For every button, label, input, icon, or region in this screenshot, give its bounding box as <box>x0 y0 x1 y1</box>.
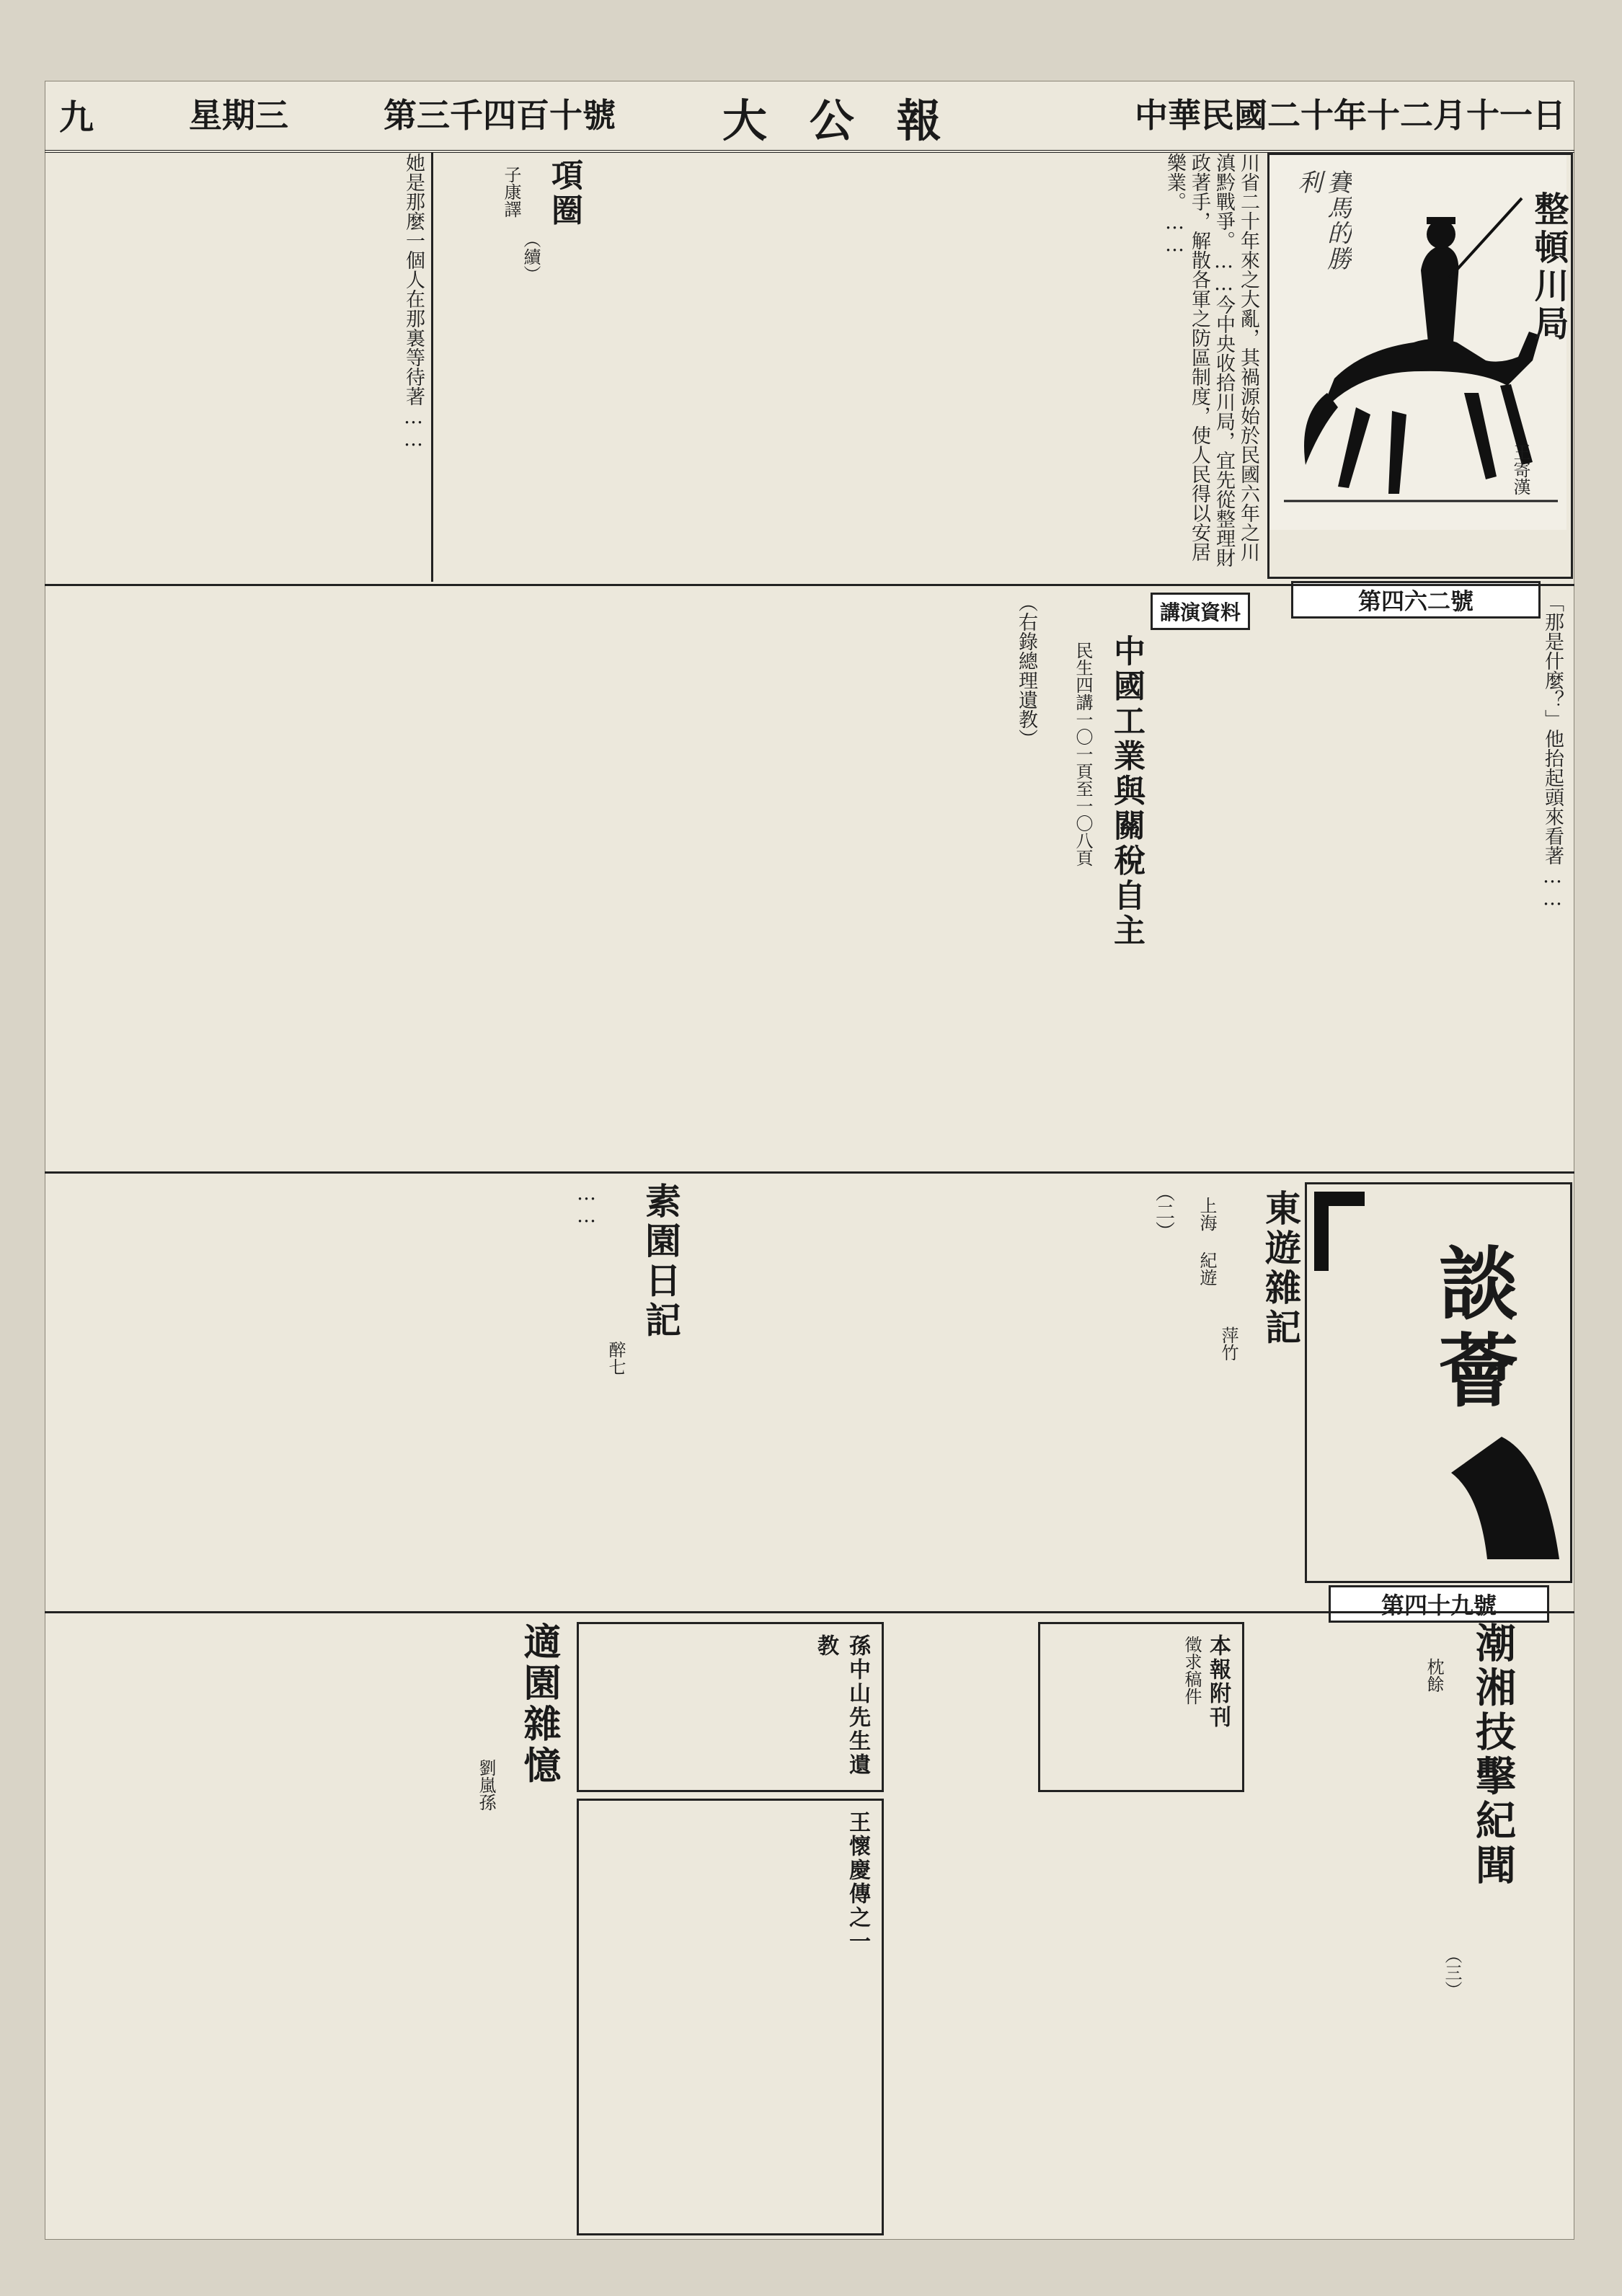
notice-body: 徵求稿件 <box>1182 1636 1202 1705</box>
cartoon-issue-badge: 第四六二號 <box>1291 581 1541 619</box>
item-subtitle: （續） <box>520 231 541 283</box>
shiyuan-author: 劉嵐孫 <box>476 1759 496 1811</box>
date-line: 中華民國二十年十二月十一日 <box>1135 96 1566 135</box>
sungyuan-title: 素園日記 <box>639 1182 681 1341</box>
lecture-source: 民生四講一〇一頁至一〇八頁 <box>1073 642 1093 866</box>
cartoon-title: 整頓川局 <box>1528 191 1569 344</box>
rule-lower-section <box>45 1611 1574 1613</box>
cartoon-box <box>1267 153 1573 615</box>
tantou-ornament <box>1307 1184 1566 1577</box>
item-body: 她是那麼一個人在那裏等待著…… <box>402 153 425 451</box>
notice-title: 本報附刊 <box>1205 1634 1231 1729</box>
small-box-b-title: 王懷慶傳之一 <box>845 1811 870 1954</box>
mid-story-body: 「那是什麼？」他抬起頭來看著…… <box>1541 593 1564 910</box>
shiyuan-body <box>50 1622 461 2228</box>
editorial-body: 川省二十年來之大亂，其禍源始於民國六年之川滇黔戰爭。……今中央收拾川局，宜先從整理財政著手，解散各軍之防區制度，使人民得以安居樂業。…… <box>1164 153 1259 567</box>
item-author: 子康譯 <box>501 166 521 218</box>
lecture-title: 中國工業與關稅自主 <box>1108 634 1145 949</box>
rule-top-section <box>45 584 1574 586</box>
tantou-title: 談薈 <box>1426 1242 1519 1417</box>
shiyuan-title: 適園雜憶 <box>517 1622 560 1787</box>
east-travel-body: （二） <box>1152 1182 1174 1241</box>
small-box-a-title: 孫中山先生遺教 <box>813 1634 870 1777</box>
tantou-issue-badge: 第四十九號 <box>1329 1585 1549 1623</box>
chaozhou-body <box>1254 1622 1420 2228</box>
east-travel-author: 萍竹 <box>1218 1326 1238 1361</box>
item-title: 項圈 <box>546 159 582 229</box>
lecture-banner: 講演資料 <box>1151 593 1250 630</box>
issue-line: 第三千四百十號 <box>384 96 616 135</box>
cartoon-artist: 王寄漢 <box>1510 443 1530 495</box>
weekday: 星期三 <box>189 96 288 135</box>
small-box-a <box>577 1622 884 1792</box>
chaozhou-author: 枕餘 <box>1424 1658 1444 1693</box>
east-travel-title: 東遊雜記 <box>1259 1189 1301 1348</box>
chaozhou-title: 潮湘技擊紀聞 <box>1469 1622 1516 1889</box>
cartoon-brush-caption: 賽馬的勝利 <box>1293 169 1352 272</box>
lecture-body: （右錄總理遺教） <box>1015 593 1037 748</box>
sungyuan-author: 醉七 <box>606 1341 626 1375</box>
rule-v-top <box>431 153 433 582</box>
notice-box <box>1038 1622 1244 1792</box>
page-number: 九 <box>59 97 94 138</box>
rule-mid-section <box>45 1171 1574 1174</box>
masthead <box>45 81 1574 153</box>
sungyuan-body: …… <box>575 1182 598 1227</box>
small-box-b <box>577 1799 884 2235</box>
paper-name: 大 公 報 <box>722 94 955 147</box>
tantou-box <box>1305 1182 1572 1619</box>
east-travel-place: 上海 紀遊 <box>1197 1197 1217 1286</box>
chaozhou-subtitle: （三） <box>1442 1946 1462 1998</box>
